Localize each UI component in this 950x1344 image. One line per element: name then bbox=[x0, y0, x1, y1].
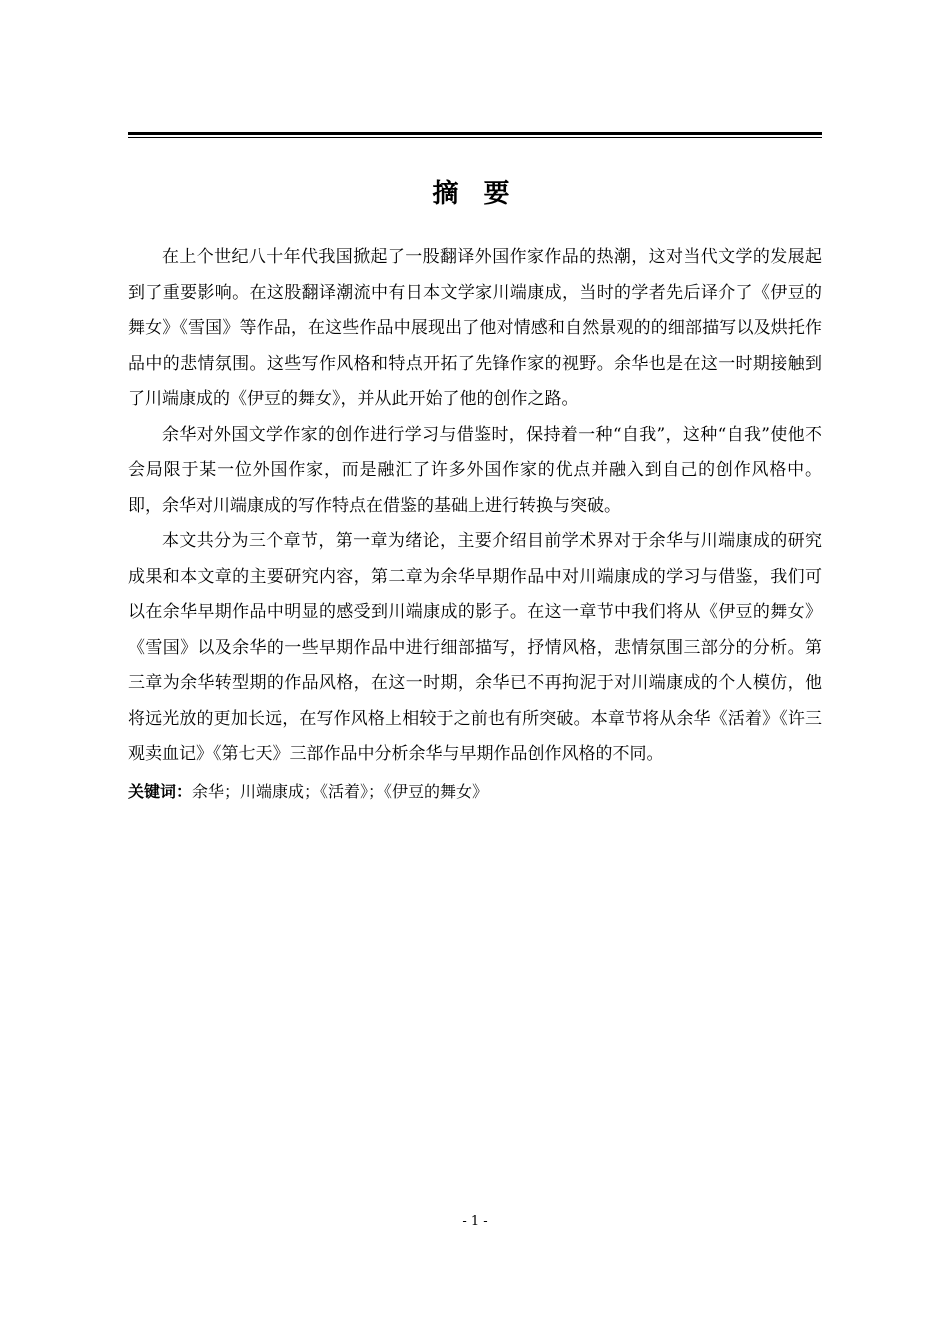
abstract-paragraph-2: 余华对外国文学作家的创作进行学习与借鉴时，保持着一种“自我”，这种“自我”使他不会局限于某一位外国作家，而是融汇了许多外国作家的优点并融入到自己的创作风格中。即，余华对川端康成的写作特点在借鉴的基础上进行转换与突破。 bbox=[128, 424, 822, 516]
abstract-paragraph-3: 本文共分为三个章节，第一章为绪论，主要介绍目前学术界对于余华与川端康成的研究成果和本文章的主要研究内容，第二章为余华早期作品中对川端康成的学习与借鉴，我们可以在余华早期作品中明显的感受到川端康成的影子。在这一章节中我们将从《伊豆的舞女》《雪国》以及余华的一些早期作品中进行细部描写，抒情风格，悲情氛围三部分的分析。第三章为余华转型期的作品风格，在这一时期，余华已不再拘泥于对川端康成的个人模仿，他将远光放的更加长远，在写作风格上相较于之前也有所突破。本章节将从余华《活着》《许三观卖血记》《第七天》三部作品中分析余华与早期作品创作风格的不同。 bbox=[128, 531, 822, 764]
page-number: - 1 - bbox=[462, 1214, 488, 1229]
abstract-paragraph-1: 在上个世纪八十年代我国掀起了一股翻译外国作家作品的热潮，这对当代文学的发展起到了重要影响。在这股翻译潮流中有日本文学家川端康成，当时的学者先后译介了《伊豆的舞女》《雪国》等作品，在这些作品中展现出了他对情感和自然景观的的细部描写以及烘托作品中的悲情氛围。这些写作风格和特点开拓了先锋作家的视野。余华也是在这一时期接触到了川端康成的《伊豆的舞女》，并从此开始了他的创作之路。 bbox=[128, 247, 822, 409]
keywords-line bbox=[128, 777, 822, 807]
header-rule-thick bbox=[128, 132, 822, 135]
abstract-body bbox=[128, 240, 822, 807]
header-rule bbox=[128, 132, 822, 140]
keywords-value: 余华；川端康成；《活着》；《伊豆的舞女》 bbox=[192, 781, 489, 801]
keywords-label: 关键词： bbox=[128, 781, 193, 801]
header-rule-thin bbox=[128, 137, 822, 138]
abstract-title: 摘 要 bbox=[432, 179, 518, 209]
